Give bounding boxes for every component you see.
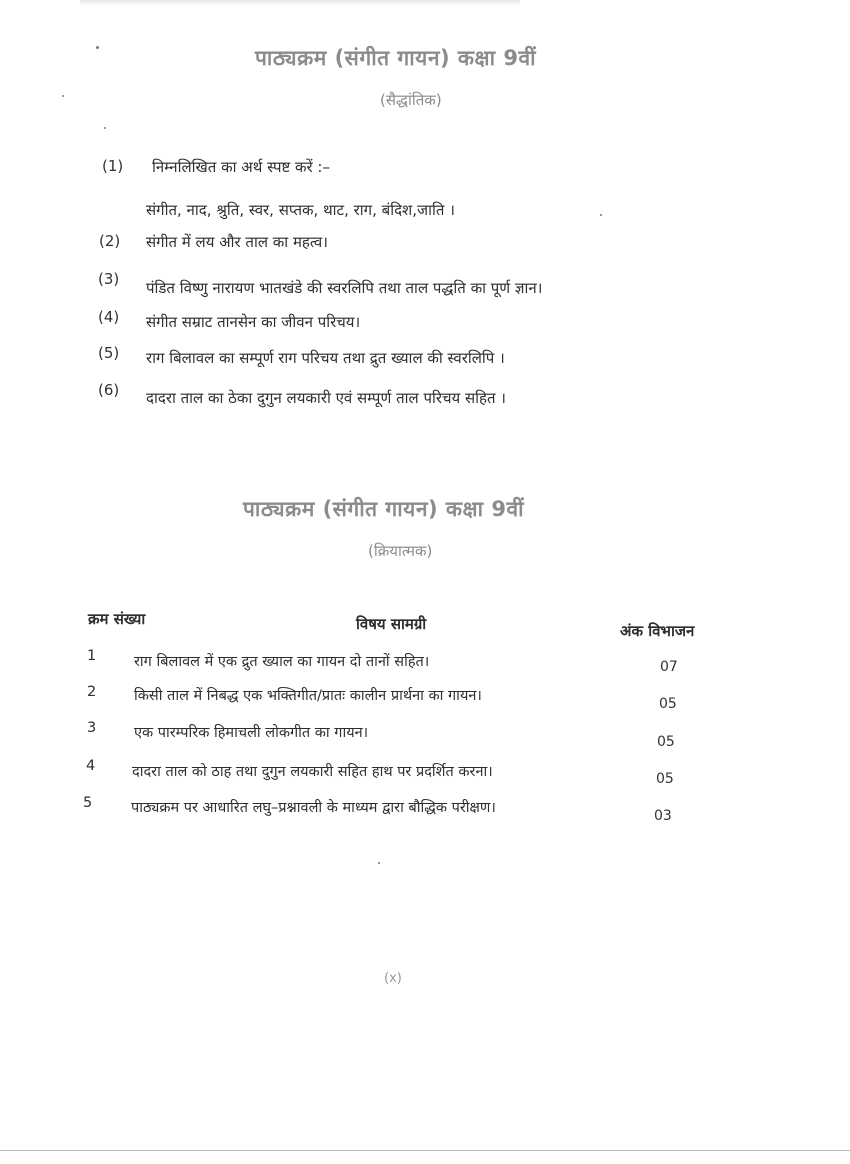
theory-item-text: राग बिलावल का सम्पूर्ण राग परिचय तथा द्रुत ख्याल की स्वरलिपि । xyxy=(146,349,505,367)
header-marks: अंक विभाजन xyxy=(620,622,695,640)
row-marks: 07 xyxy=(660,659,678,675)
header-content: विषय सामग्री xyxy=(356,615,427,633)
row-marks: 05 xyxy=(659,696,677,712)
practical-title: पाठ्यक्रम (संगीत गायन) कक्षा 9वीं xyxy=(243,497,525,521)
row-serial: 2 xyxy=(87,684,97,700)
theory-item-number: (6) xyxy=(98,381,120,399)
theory-item-number: (3) xyxy=(98,270,120,288)
theory-title: पाठ्यक्रम (संगीत गायन) कक्षा 9वीं xyxy=(255,46,537,70)
row-serial: 3 xyxy=(87,720,97,736)
scan-speck xyxy=(62,95,64,97)
theory-item-text: संगीत सम्राट तानसेन का जीवन परिचय। xyxy=(146,313,361,331)
row-marks: 05 xyxy=(656,771,674,787)
theory-item-number: (2) xyxy=(99,232,121,250)
theory-item-text: संगीत में लय और ताल का महत्व। xyxy=(146,233,328,251)
row-marks: 03 xyxy=(654,808,672,824)
scan-speck xyxy=(104,127,106,129)
row-content: दादरा ताल को ठाह तथा दुगुन लयकारी सहित हाथ पर प्रदर्शित करना। xyxy=(132,764,493,780)
theory-item-number: (1) xyxy=(102,157,124,175)
theory-item-text-continued: संगीत, नाद, श्रुति, स्वर, सप्तक, थाट, राग, बंदिश,जाति । xyxy=(146,201,455,219)
scan-speck xyxy=(600,214,602,216)
theory-item-text: निम्नलिखित का अर्थ स्पष्ट करें :– xyxy=(152,158,330,176)
theory-item-text: दादरा ताल का ठेका दुगुन लयकारी एवं सम्पूर्ण ताल परिचय सहित । xyxy=(146,389,506,407)
practical-subtitle: (क्रियात्मक) xyxy=(368,542,433,560)
row-serial: 4 xyxy=(86,758,96,774)
page-number: (x) xyxy=(384,971,402,986)
theory-item-number: (5) xyxy=(98,344,120,362)
row-content: पाठ्यक्रम पर आधारित लघु–प्रश्नावली के माध्यम द्वारा बौद्धिक परीक्षण। xyxy=(131,800,496,816)
scan-speck xyxy=(378,862,380,864)
row-serial: 5 xyxy=(83,795,93,811)
header-serial-number: क्रम संख्या xyxy=(88,610,146,628)
theory-item-number: (4) xyxy=(98,308,120,326)
row-content: राग बिलावल में एक द्रुत ख्याल का गायन दो तानों सहित। xyxy=(134,654,430,670)
theory-subtitle: (सैद्धांतिक) xyxy=(380,91,442,109)
row-serial: 1 xyxy=(87,648,97,664)
row-marks: 05 xyxy=(657,734,675,750)
scan-speck xyxy=(96,46,99,49)
scan-edge-line xyxy=(0,1150,850,1151)
row-content: एक पारम्परिक हिमाचली लोकगीत का गायन। xyxy=(134,725,369,741)
row-content: किसी ताल में निबद्ध एक भक्तिगीत/प्रातः कालीन प्रार्थना का गायन। xyxy=(134,688,482,704)
theory-item-text: पंडित विष्णु नारायण भातखंडे की स्वरलिपि तथा ताल पद्धति का पूर्ण ज्ञान। xyxy=(146,279,543,297)
scan-top-bleed xyxy=(80,0,520,6)
